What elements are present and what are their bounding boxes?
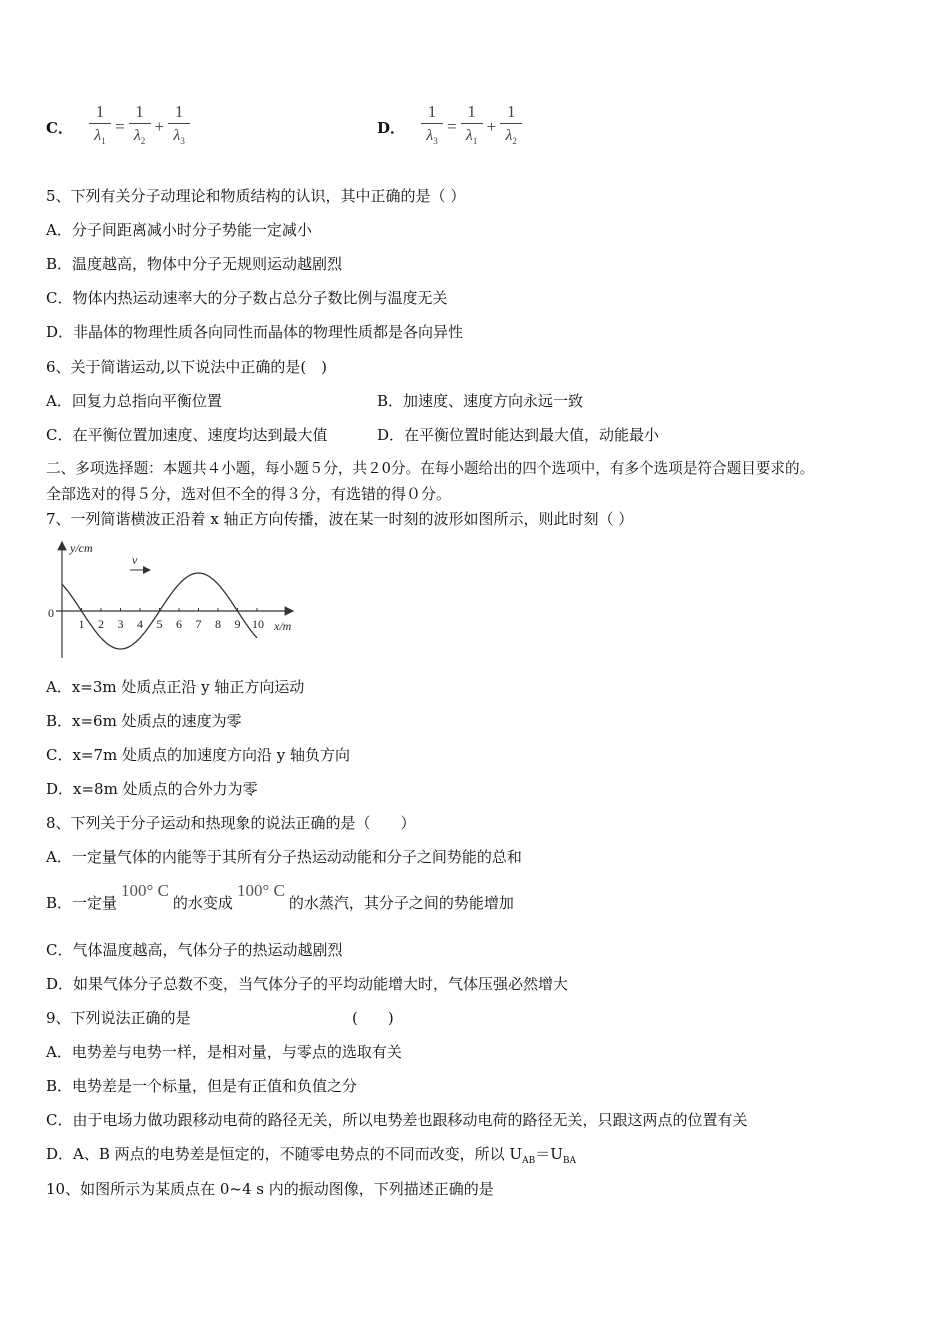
q9-option-c: C．由于电场力做功跟移动电荷的路径无关，所以电势差也跟移动电荷的路径无关，只跟这两点的位置有关 bbox=[46, 1111, 748, 1129]
q8-option-d: D．如果气体分子总数不变，当气体分子的平均动能增大时，气体压强必然增大 bbox=[46, 975, 569, 993]
q8-stem: 8、下列关于分子运动和热现象的说法正确的是（ ） bbox=[46, 814, 416, 832]
q6-option-b: B．加速度、速度方向永远一致 bbox=[377, 392, 584, 410]
q6-option-a: A．回复力总指向平衡位置 bbox=[46, 392, 222, 410]
wave-chart bbox=[40, 538, 300, 663]
q8-option-c: C．气体温度越高，气体分子的热运动越剧烈 bbox=[46, 941, 343, 959]
fraction: $\frac{1}{\lambda_1}$ bbox=[89, 103, 111, 151]
q5-option-c: C．物体内热运动速率大的分子数占总分子数比例与温度无关 bbox=[46, 289, 448, 307]
x-tick-label: 3 bbox=[117, 617, 124, 631]
y-axis-label: y/cm bbox=[70, 541, 93, 555]
x-tick-label: 8 bbox=[215, 617, 221, 631]
q9-option-d: D．A、B 两点的电势差是恒定的，不随零电势点的不同而改变，所以 $U_{AB}=U_{BA}$ bbox=[46, 1145, 576, 1166]
q10-stem: 10、如图所示为某质点在 0~4 s 内的振动图像，下列描述正确的是 bbox=[46, 1180, 494, 1198]
q6-stem: 6、关于简谐运动,以下说法中正确的是( ) bbox=[46, 358, 328, 376]
x-tick-label: 9 bbox=[234, 617, 241, 631]
x-tick-label: 10 bbox=[252, 617, 264, 631]
q4-option-c: C． $\frac{1}{\lambda_1}$ = $\frac{1}{\lambda_2}$ + $\frac{1}{\lambda_3}$ bbox=[46, 100, 192, 154]
x-tick-label: 6 bbox=[176, 617, 182, 631]
x-tick-label: 2 bbox=[98, 617, 104, 631]
q7-option-b: B．x=6m 处质点的速度为零 bbox=[46, 712, 242, 730]
fraction: $\frac{1}{\lambda_3}$ bbox=[421, 103, 443, 151]
q8-option-a: A．一定量气体的内能等于其所有分子热运动动能和分子之间势能的总和 bbox=[46, 848, 522, 866]
x-axis-label: x/m bbox=[274, 619, 292, 633]
fraction: $\frac{1}{\lambda_1}$ bbox=[461, 103, 483, 151]
section-scoring: 全部选对的得５分，选对但不全的得３分，有选错的得０分。 bbox=[46, 485, 452, 503]
q5-option-a: A．分子间距离减小时分子势能一定减小 bbox=[46, 221, 312, 239]
q4-option-d: D． $\frac{1}{\lambda_3}$ = $\frac{1}{\lambda_1}$ + $\frac{1}{\lambda_2}$ bbox=[377, 100, 524, 154]
q5-stem: 5、下列有关分子动理论和物质结构的认识，其中正确的是（ ） bbox=[46, 187, 466, 205]
velocity-label: v bbox=[132, 553, 138, 567]
q7-option-d: D．x=8m 处质点的合外力为零 bbox=[46, 780, 258, 798]
q9-stem: 9、下列说法正确的是 bbox=[46, 1009, 191, 1027]
q5-option-d: D．非晶体的物理性质各向同性而晶体的物理性质都是各向异性 bbox=[46, 323, 464, 341]
fraction: $\frac{1}{\lambda_2}$ bbox=[129, 103, 151, 151]
q9-paren: ( ) bbox=[352, 1009, 394, 1027]
x-tick-label: 1 bbox=[78, 617, 85, 631]
origin-label: 0 bbox=[48, 606, 54, 620]
q6-option-d: D．在平衡位置时能达到最大值，动能最小 bbox=[377, 426, 660, 444]
x-tick-label: 4 bbox=[137, 617, 143, 631]
q7-option-c: C．x=7m 处质点的加速度方向沿 y 轴负方向 bbox=[46, 746, 351, 764]
temperature-value: 100° C bbox=[121, 881, 169, 900]
q7-option-a: A．x=3m 处质点正沿 y 轴正方向运动 bbox=[46, 678, 305, 696]
option-label: C． bbox=[46, 118, 73, 137]
x-tick-label: 5 bbox=[156, 617, 163, 631]
temperature-value: 100° C bbox=[236, 881, 285, 900]
q8-option-b: B．一定量100° C的水变成100° C的水蒸汽，其分子之间的势能增加 bbox=[46, 881, 514, 912]
q7-stem: 7、一列简谐横波正沿着 x 轴正方向传播，波在某一时刻的波形如图所示，则此时刻（ ） bbox=[46, 510, 634, 528]
fraction: $\frac{1}{\lambda_3}$ bbox=[168, 103, 190, 151]
q6-option-c: C．在平衡位置加速度、速度均达到最大值 bbox=[46, 426, 328, 444]
section-heading: 二、多项选择题：本题共４小题，每小题５分，共２0分。在每小题给出的四个选项中，有多个选项是符合题目要求的。 bbox=[46, 460, 815, 477]
q5-option-b: B．温度越高，物体中分子无规则运动越剧烈 bbox=[46, 255, 343, 273]
q9-option-a: A．电势差与电势一样，是相对量，与零点的选取有关 bbox=[46, 1043, 402, 1061]
option-label: D． bbox=[377, 118, 406, 137]
x-tick-label: 7 bbox=[195, 617, 202, 631]
fraction: $\frac{1}{\lambda_2}$ bbox=[500, 103, 522, 151]
q9-option-b: B．电势差是一个标量，但是有正值和负值之分 bbox=[46, 1077, 358, 1095]
